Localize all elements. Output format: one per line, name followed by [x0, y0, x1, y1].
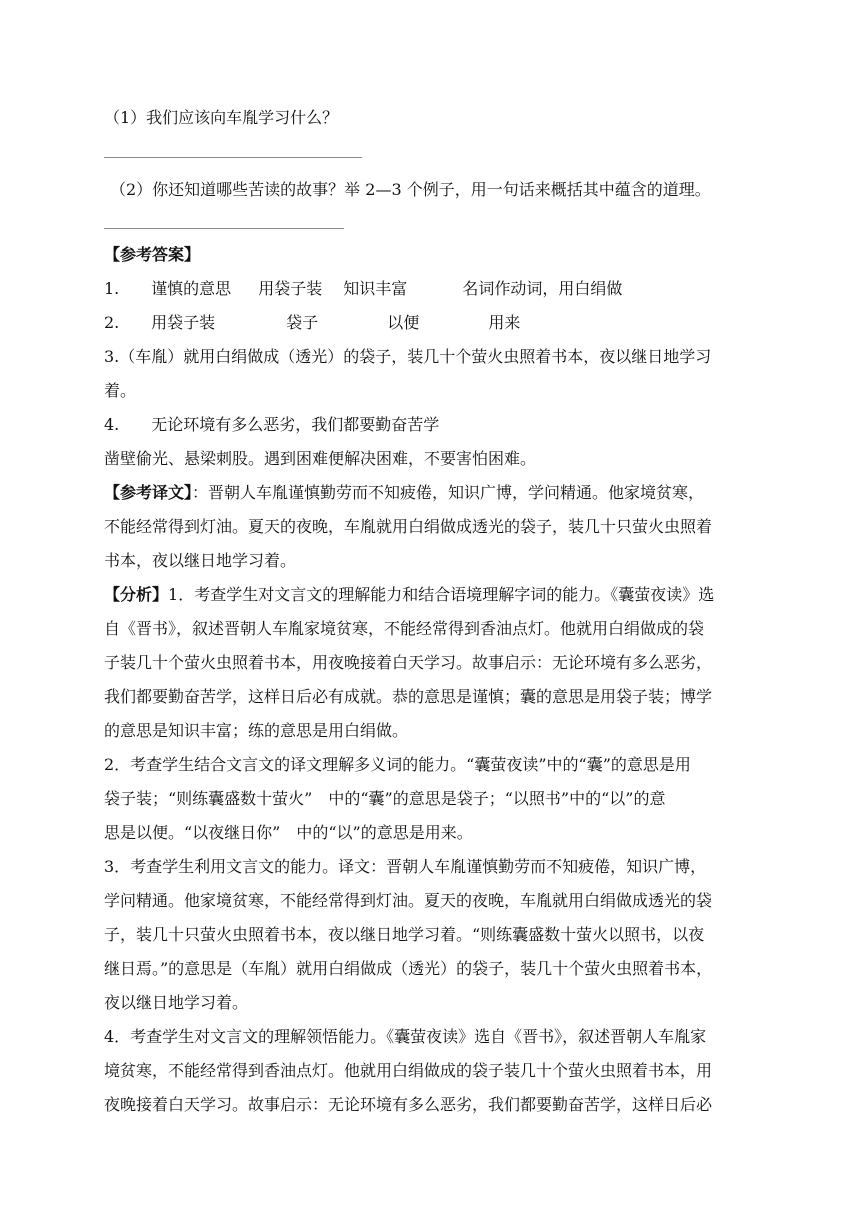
answer-4-line-1: 4. 无论环境有多么恶劣，我们都要勤奋苦学	[104, 415, 440, 434]
analysis-line: 2．考查学生结合文言文的译文理解多义词的能力。“囊萤夜读”中的“囊”的意思是用	[104, 755, 691, 774]
answer-3-line-2: 着。	[104, 381, 137, 400]
analysis-line: 自《晋书》，叙述晋朝人车胤家境贫寒，不能经常得到香油点灯。他就用白绢做成的袋	[104, 619, 705, 638]
analysis-line	[104, 584, 714, 606]
answer-1-item: 用袋子装	[258, 279, 323, 298]
analysis-line: 袋子装；“则练囊盛数十萤火” 中的“囊”的意思是袋子；“以照书”中的“以”的意	[104, 789, 666, 808]
analysis-label: 【分析】	[104, 585, 169, 604]
answer-2	[104, 312, 520, 334]
analysis-line: 夜以继日地学习着。	[104, 993, 249, 1012]
answer-1	[104, 278, 622, 300]
answer-2-item: 用来	[488, 313, 521, 332]
analysis-line: 子，装几十只萤火虫照着书本，夜以继日地学习着。“则练囊盛数十萤火以照书，以夜	[104, 925, 705, 944]
answer-2-item: 以便	[387, 313, 420, 332]
answer-line-1	[104, 157, 362, 158]
answer-2-item: 用袋子装	[151, 313, 216, 332]
analysis-line: 我们都要勤奋苦学，这样日后必有成就。恭的意思是谨慎；囊的意思是用袋子装；博学	[104, 687, 713, 706]
translation-line-3: 书本，夜以继日地学习着。	[104, 551, 297, 570]
answer-4-line-2: 凿壁偷光、悬梁刺股。遇到困难便解决困难，不要害怕困难。	[104, 449, 537, 468]
analysis-line: 4．考查学生对文言文的理解领悟能力。《囊萤夜读》选自《晋书》，叙述晋朝人车胤家	[104, 1027, 707, 1046]
translation-line-2: 不能经常得到灯油。夏天的夜晚，车胤就用白绢做成透光的袋子，装几十只萤火虫照着	[104, 517, 713, 536]
answer-heading: 【参考答案】	[104, 245, 201, 264]
answer-1-item: 知识丰富	[343, 279, 408, 298]
analysis-line: 继日焉。”的意思是（车胤）就用白绢做成（透光）的袋子，装几十个萤火虫照着书本，	[104, 959, 713, 978]
translation-label: 【参考译文】	[104, 483, 193, 502]
analysis-line: 境贫寒，不能经常得到香油点灯。他就用白绢做成的袋子装几十个萤火虫照着书本，用	[104, 1061, 713, 1080]
analysis-line: 思是以便。“以夜继日你” 中的“以”的意思是用来。	[104, 823, 473, 842]
answer-2-item: 袋子	[286, 313, 319, 332]
answer-1-item: 谨慎的意思	[151, 279, 232, 298]
question-1: （1）我们应该向车胤学习什么？	[104, 108, 339, 127]
analysis-line: 3．考查学生利用文言文的能力。译文：晋朝人车胤谨慎勤劳而不知疲倦，知识广博，	[104, 857, 707, 876]
answer-line-2	[104, 228, 344, 229]
analysis-line: 子装几十个萤火虫照着书本，用夜晚接着白天学习。故事启示：无论环境有多么恶劣，	[104, 653, 713, 672]
analysis-line: 夜晚接着白天学习。故事启示：无论环境有多么恶劣，我们都要勤奋苦学，这样日后必	[104, 1095, 713, 1114]
answer-2-number: 2.	[104, 313, 120, 332]
analysis-text: 1．考查学生对文言文的理解能力和结合语境理解字词的能力。《囊萤夜读》选	[168, 585, 715, 604]
translation-text: ：晋朝人车胤谨慎勤劳而不知疲倦，知识广博，学问精通。他家境贫寒，	[192, 483, 705, 502]
answer-1-number: 1.	[104, 279, 120, 298]
answer-3-line-1: 3.（车胤）就用白绢做成（透光）的袋子，装几十个萤火虫照着书本，夜以继日地学习	[104, 347, 712, 366]
question-2: （2）你还知道哪些苦读的故事？举 2—3 个例子，用一句话来概括其中蕴含的道理。	[110, 180, 711, 199]
analysis-line: 的意思是知识丰富；练的意思是用白绢做。	[104, 721, 409, 740]
answer-1-item: 名词作动词，用白绢做	[462, 279, 623, 298]
analysis-line: 学问精通。他家境贫寒，不能经常得到灯油。夏天的夜晚，车胤就用白绢做成透光的袋	[104, 891, 713, 910]
translation-line-1	[104, 482, 704, 504]
